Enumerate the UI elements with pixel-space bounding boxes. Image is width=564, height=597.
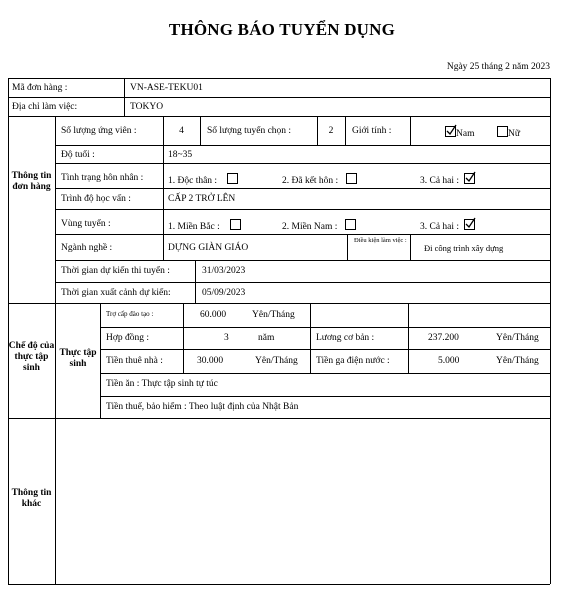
contract-unit: năm bbox=[258, 333, 275, 343]
departure-label: Thời gian xuất cảnh dự kiến: bbox=[61, 288, 171, 298]
marital-option-1[interactable] bbox=[168, 173, 238, 187]
page-title: THÔNG BÁO TUYỂN DỤNG bbox=[168, 20, 396, 39]
utilities-unit: Yên/Tháng bbox=[496, 356, 539, 366]
order-info-section-label: Thông tin đơn hàng bbox=[11, 171, 52, 192]
gender-female-option[interactable] bbox=[497, 126, 520, 140]
checkmark-icon bbox=[464, 217, 476, 229]
selected-label: Số lượng tuyển chọn : bbox=[207, 126, 292, 136]
region-option-1-label: 1. Miền Bắc : bbox=[168, 222, 220, 232]
applicants-label: Số lượng ứng viên : bbox=[61, 126, 137, 136]
order-code-value: VN-ASE-TEKU01 bbox=[130, 83, 203, 93]
gender-label: Giới tính : bbox=[352, 126, 392, 136]
checkmark-icon bbox=[464, 171, 476, 183]
job-value: DỰNG GIÀN GIÁO bbox=[168, 243, 249, 253]
gender-female-checkbox[interactable] bbox=[497, 126, 508, 137]
exam-label: Thời gian dự kiến thi tuyển : bbox=[61, 266, 170, 276]
utilities-value: 5.000 bbox=[438, 356, 460, 366]
salary-label: Lương cơ bản : bbox=[316, 333, 375, 343]
applicants-value: 4 bbox=[179, 126, 184, 136]
region-label: Vùng tuyển : bbox=[61, 219, 111, 229]
marital-option-1-checkbox[interactable] bbox=[227, 173, 238, 184]
marital-option-2[interactable] bbox=[282, 173, 357, 187]
region-option-3[interactable] bbox=[420, 219, 475, 233]
age-label: Độ tuổi : bbox=[61, 150, 95, 160]
education-label: Trình độ học vấn : bbox=[61, 194, 131, 204]
training-value: 60.000 bbox=[200, 310, 227, 320]
gender-male-label: Nam bbox=[456, 129, 475, 139]
gender-male-option[interactable] bbox=[445, 126, 474, 140]
job-label: Ngành nghề : bbox=[61, 243, 113, 253]
condition-label: Điều kiện làm việc : bbox=[354, 237, 407, 244]
salary-unit: Yên/Tháng bbox=[496, 333, 539, 343]
exam-value: 31/03/2023 bbox=[202, 266, 246, 276]
date-text: Ngày 25 tháng 2 năm 2023 bbox=[446, 62, 550, 72]
marital-option-2-label: 2. Đã kết hôn : bbox=[282, 176, 339, 186]
marital-option-3-checkbox[interactable] bbox=[464, 173, 475, 184]
contract-value: 3 bbox=[224, 333, 229, 343]
training-unit: Yên/Tháng bbox=[252, 310, 295, 320]
gender-female-label: Nữ bbox=[508, 129, 521, 139]
age-value: 18~35 bbox=[168, 150, 193, 160]
checkmark-icon bbox=[445, 124, 457, 136]
trainee-sub-label: Thực tập sinh bbox=[59, 348, 97, 369]
marital-option-2-checkbox[interactable] bbox=[346, 173, 357, 184]
training-label: Trợ cấp đào tạo : bbox=[106, 310, 154, 318]
tax-text: Tiền thuế, bảo hiểm : Theo luật định của Nhật Bản bbox=[106, 402, 299, 412]
rent-label: Tiền thuê nhà : bbox=[106, 356, 163, 366]
region-option-1[interactable] bbox=[168, 219, 241, 233]
marital-option-1-label: 1. Độc thân : bbox=[168, 176, 218, 186]
utilities-label: Tiền ga điện nước : bbox=[316, 356, 390, 366]
salary-value: 237.200 bbox=[428, 333, 459, 343]
region-option-2-checkbox[interactable] bbox=[345, 219, 356, 230]
marital-option-3[interactable] bbox=[420, 173, 475, 187]
benefits-section-label: Chế độ của thực tập sinh bbox=[8, 341, 55, 373]
workplace-label: Địa chỉ làm việc: bbox=[12, 102, 78, 112]
region-option-1-checkbox[interactable] bbox=[230, 219, 241, 230]
food-text: Tiền ăn : Thực tập sinh tự túc bbox=[106, 379, 218, 389]
other-info-section-label: Thông tin khác bbox=[11, 488, 52, 509]
other-info-area bbox=[56, 419, 550, 584]
contract-label: Hợp đồng : bbox=[106, 333, 150, 343]
gender-male-checkbox[interactable] bbox=[445, 126, 456, 137]
rent-value: 30.000 bbox=[197, 356, 224, 366]
condition-value: Đi công trình xây dựng bbox=[424, 243, 504, 253]
region-option-2[interactable] bbox=[282, 219, 356, 233]
order-code-label: Mã đơn hàng : bbox=[12, 83, 68, 93]
education-value: CẤP 2 TRỞ LÊN bbox=[168, 194, 236, 204]
rent-unit: Yên/Tháng bbox=[255, 356, 298, 366]
departure-value: 05/09/2023 bbox=[202, 288, 246, 298]
region-option-3-checkbox[interactable] bbox=[464, 219, 475, 230]
selected-value: 2 bbox=[328, 126, 334, 136]
marital-option-3-label: 3. Cả hai : bbox=[420, 176, 460, 186]
region-option-3-label: 3. Cả hai : bbox=[420, 222, 460, 232]
marital-label: Tình trạng hôn nhân : bbox=[61, 173, 144, 183]
region-option-2-label: 2. Miền Nam : bbox=[282, 222, 338, 232]
workplace-value: TOKYO bbox=[130, 102, 164, 112]
